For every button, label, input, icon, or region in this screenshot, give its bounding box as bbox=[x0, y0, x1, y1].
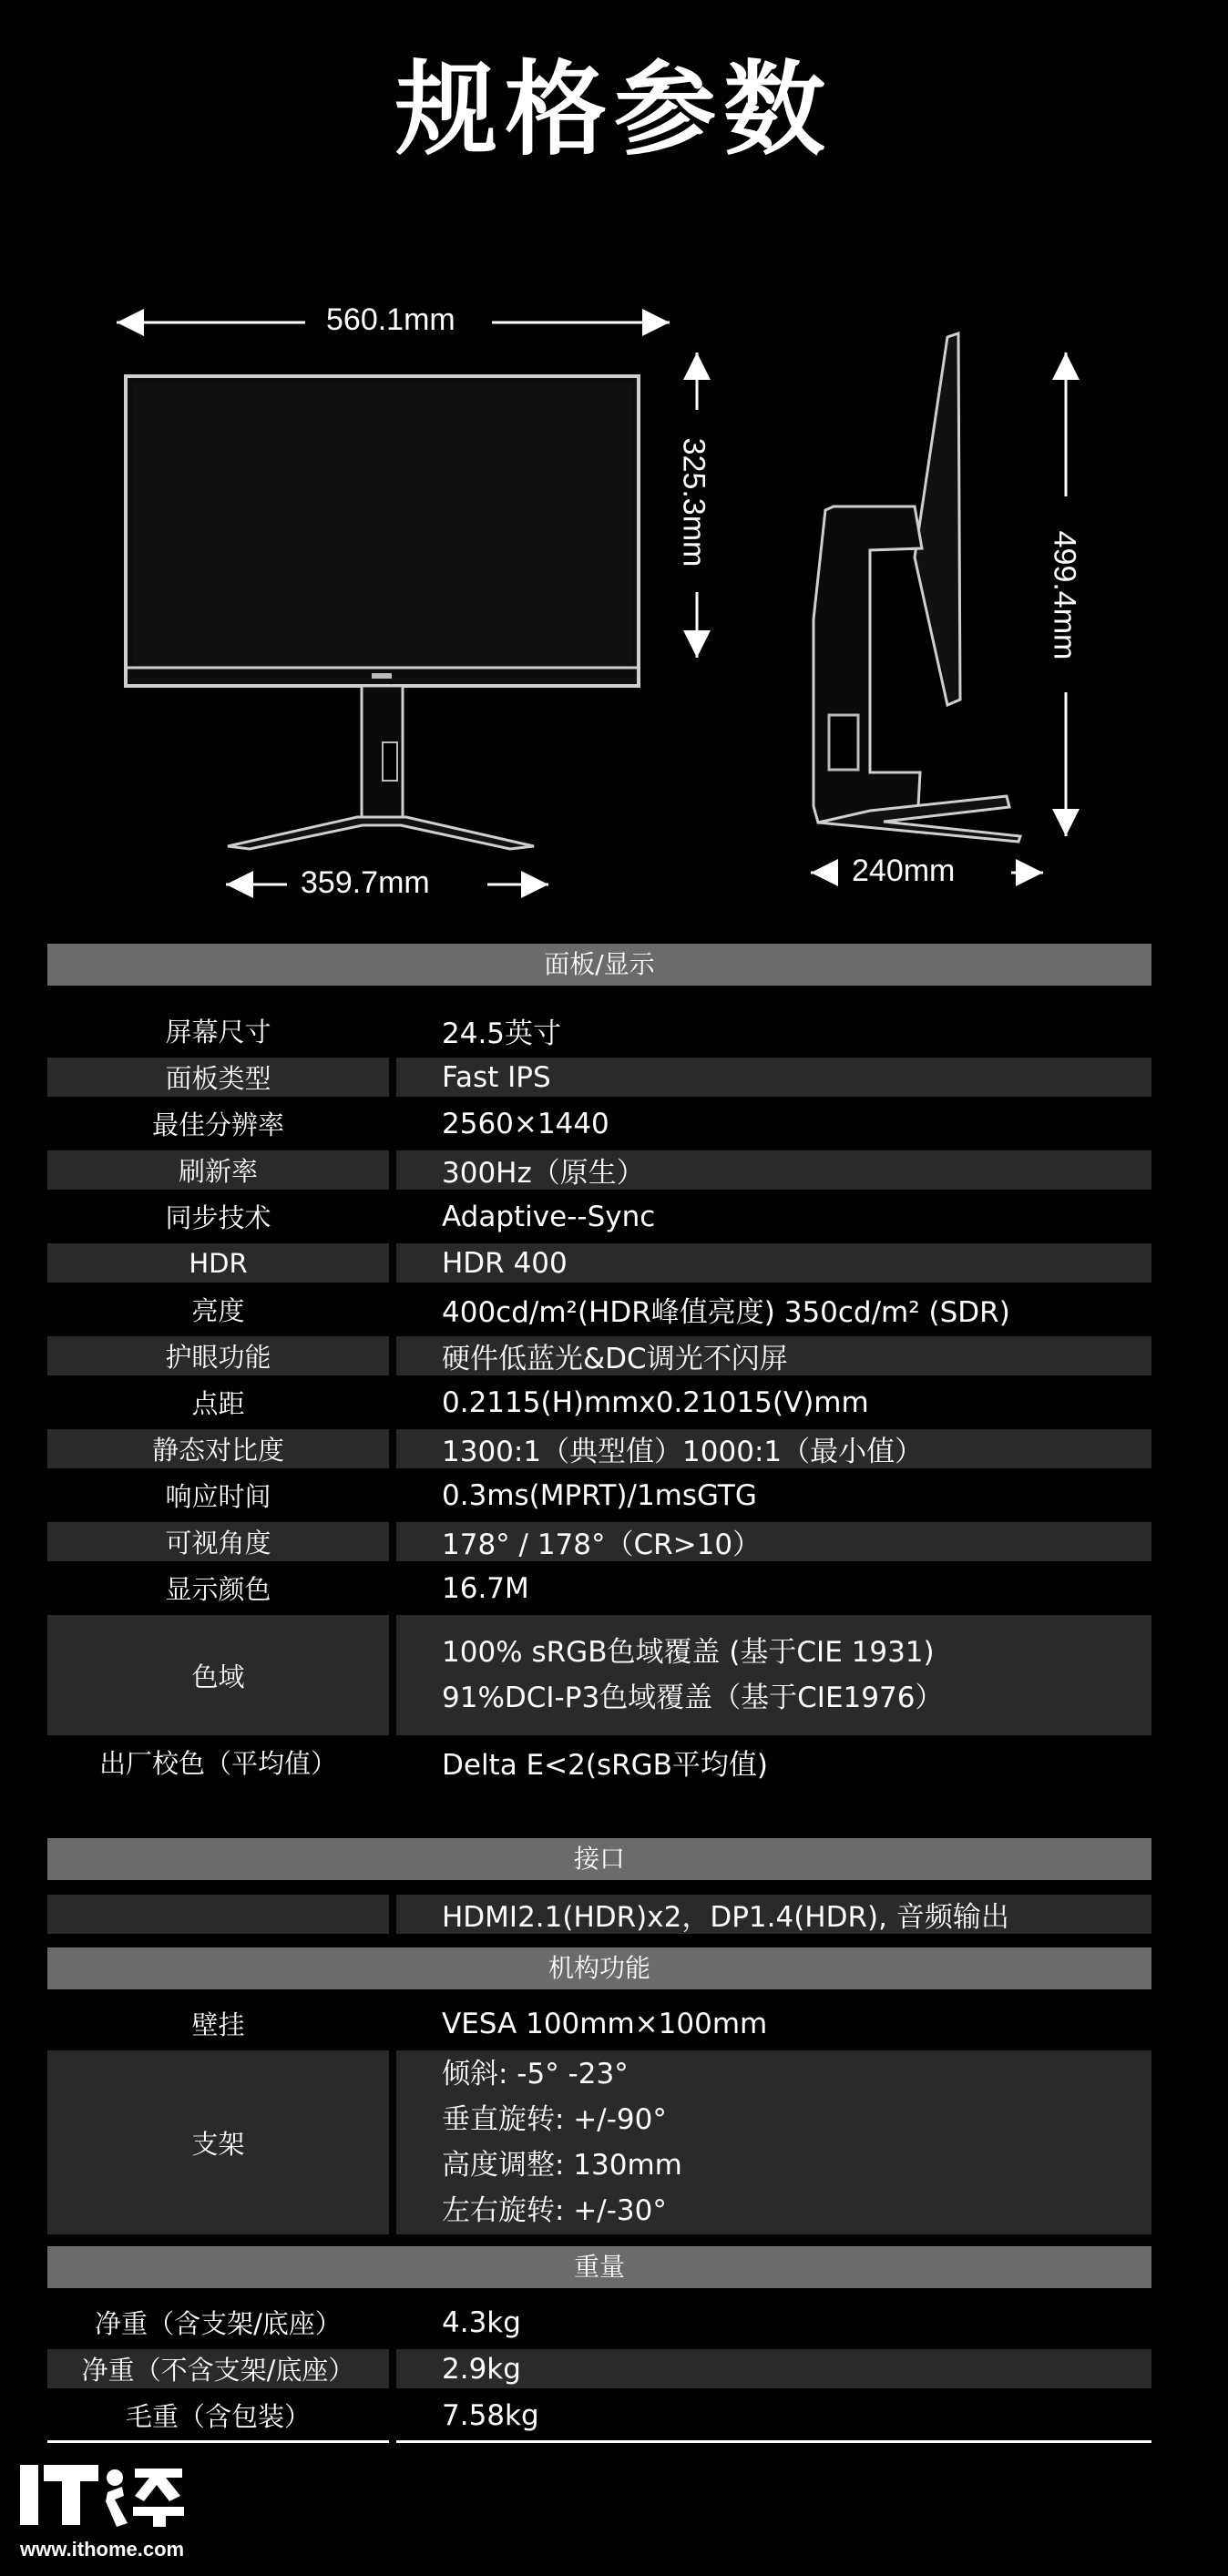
spec-label: 最佳分辨率 bbox=[151, 1109, 284, 1140]
spec-value: 0.3ms(MPRT)/1msGTG bbox=[442, 1478, 757, 1512]
spec-value: 400cd/m²(HDR峰值亮度) 350cd/m² (SDR) bbox=[442, 1296, 1010, 1329]
spec-value: 2560×1440 bbox=[442, 1107, 609, 1140]
spec-label: 刷新率 bbox=[47, 1150, 389, 1190]
table-row bbox=[47, 1193, 1151, 1240]
spec-value: Adaptive--Sync bbox=[442, 1200, 656, 1233]
spec-value: 24.5英寸 bbox=[442, 1017, 562, 1050]
table-row bbox=[47, 1007, 1151, 1054]
depth-dimension: 240mm bbox=[852, 854, 956, 888]
table-row bbox=[47, 2299, 1151, 2346]
table-row bbox=[47, 1426, 1151, 1472]
mechanism-table bbox=[47, 2000, 1151, 2238]
spec-label: 点距 bbox=[191, 1388, 245, 1419]
table-row bbox=[47, 1100, 1151, 1147]
stand-tilt: 倾斜: -5° -23° bbox=[442, 2058, 629, 2090]
section-mechanism: 机构功能 bbox=[47, 1947, 1151, 1989]
spec-label: 静态对比度 bbox=[47, 1429, 389, 1468]
spec-value: Delta E<2(sRGB平均值) bbox=[442, 1749, 769, 1782]
spec-label: 护眼功能 bbox=[47, 1336, 389, 1375]
ithome-logo bbox=[20, 2459, 193, 2532]
spec-label: 毛重（含包装） bbox=[125, 2401, 311, 2432]
spec-value bbox=[396, 1615, 1151, 1735]
table-row bbox=[47, 1333, 1151, 1379]
spec-label bbox=[47, 1895, 389, 1934]
watermark-url: www.ithome.com bbox=[20, 2538, 185, 2561]
panel-spec-table bbox=[47, 1007, 1151, 1785]
table-row bbox=[47, 1565, 1151, 1611]
divider bbox=[47, 2440, 389, 2443]
table-row bbox=[47, 1891, 1151, 1937]
spec-value: 7.58kg bbox=[442, 2398, 539, 2432]
table-row bbox=[47, 2047, 1151, 2238]
spec-label: 屏幕尺寸 bbox=[165, 1017, 271, 1048]
divider bbox=[396, 2440, 1151, 2443]
ports-table bbox=[47, 1891, 1151, 1937]
spec-value: VESA 100mm×100mm bbox=[442, 2007, 768, 2040]
section-panel-display: 面板/显示 bbox=[47, 944, 1151, 986]
total-height-dimension: 499.4mm bbox=[1047, 530, 1082, 660]
spec-value: 178° / 178°（CR>10） bbox=[396, 1522, 1151, 1561]
spec-value: HDR 400 bbox=[396, 1243, 1151, 1283]
spec-label: HDR bbox=[47, 1243, 389, 1283]
base-width-dimension: 359.7mm bbox=[301, 865, 430, 900]
spec-value bbox=[396, 2050, 1151, 2234]
spec-value: 2.9kg bbox=[396, 2349, 1151, 2388]
spec-label: 面板类型 bbox=[47, 1058, 389, 1097]
spec-label: 支架 bbox=[47, 2050, 389, 2234]
stand-pivot: 垂直旋转: +/-90° bbox=[442, 2103, 667, 2136]
stand-swivel: 左右旋转: +/-30° bbox=[442, 2194, 667, 2227]
spec-value: 1300:1（典型值）1000:1（最小值） bbox=[396, 1429, 1151, 1468]
table-row bbox=[47, 2000, 1151, 2047]
spec-label: 色域 bbox=[47, 1615, 389, 1735]
monitor-dimension-drawing bbox=[0, 0, 1228, 920]
spec-label: 显示颜色 bbox=[165, 1574, 271, 1605]
table-row bbox=[47, 1054, 1151, 1100]
spec-value: 300Hz（原生） bbox=[396, 1150, 1151, 1190]
gamut-dci-p3: 91%DCI-P3色域覆盖（基于CIE1976） bbox=[442, 1682, 944, 1714]
weight-table bbox=[47, 2299, 1151, 2438]
spec-value: HDMI2.1(HDR)x2，DP1.4(HDR), 音频输出 bbox=[396, 1895, 1151, 1934]
spec-label: 亮度 bbox=[191, 1295, 245, 1326]
table-row bbox=[47, 1147, 1151, 1193]
table-row bbox=[47, 1611, 1151, 1739]
table-row bbox=[47, 1739, 1151, 1785]
page-title: 规格参数 bbox=[395, 51, 833, 169]
monitor-front-view bbox=[126, 376, 639, 849]
spec-label: 响应时间 bbox=[165, 1481, 271, 1512]
spec-label: 净重（含支架/底座） bbox=[95, 2308, 342, 2339]
table-row bbox=[47, 1518, 1151, 1565]
section-ports: 接口 bbox=[47, 1838, 1151, 1880]
table-row bbox=[47, 1379, 1151, 1426]
spec-value: 0.2115(H)mmx0.21015(V)mm bbox=[442, 1385, 869, 1419]
screen-height-dimension: 325.3mm bbox=[676, 437, 711, 567]
spec-label: 净重（不含支架/底座） bbox=[47, 2349, 389, 2388]
table-row bbox=[47, 1472, 1151, 1518]
spec-value: 4.3kg bbox=[442, 2305, 521, 2339]
table-row bbox=[47, 1240, 1151, 1286]
gamut-srgb: 100% sRGB色域覆盖 (基于CIE 1931) bbox=[442, 1636, 935, 1669]
spec-value: 硬件低蓝光&DC调光不闪屏 bbox=[396, 1336, 1151, 1375]
table-row bbox=[47, 1286, 1151, 1333]
spec-label: 壁挂 bbox=[191, 2009, 245, 2040]
monitor-side-view bbox=[814, 333, 1020, 842]
width-dimension: 560.1mm bbox=[326, 302, 455, 337]
spec-value: Fast IPS bbox=[396, 1058, 1151, 1097]
spec-label: 可视角度 bbox=[47, 1522, 389, 1561]
table-row bbox=[47, 2392, 1151, 2438]
spec-label: 出厂校色（平均值） bbox=[98, 1748, 337, 1779]
stand-height: 高度调整: 130mm bbox=[442, 2149, 682, 2182]
spec-label: 同步技术 bbox=[165, 1202, 271, 1233]
table-row bbox=[47, 2346, 1151, 2392]
spec-value: 16.7M bbox=[442, 1571, 529, 1605]
section-weight: 重量 bbox=[47, 2246, 1151, 2288]
